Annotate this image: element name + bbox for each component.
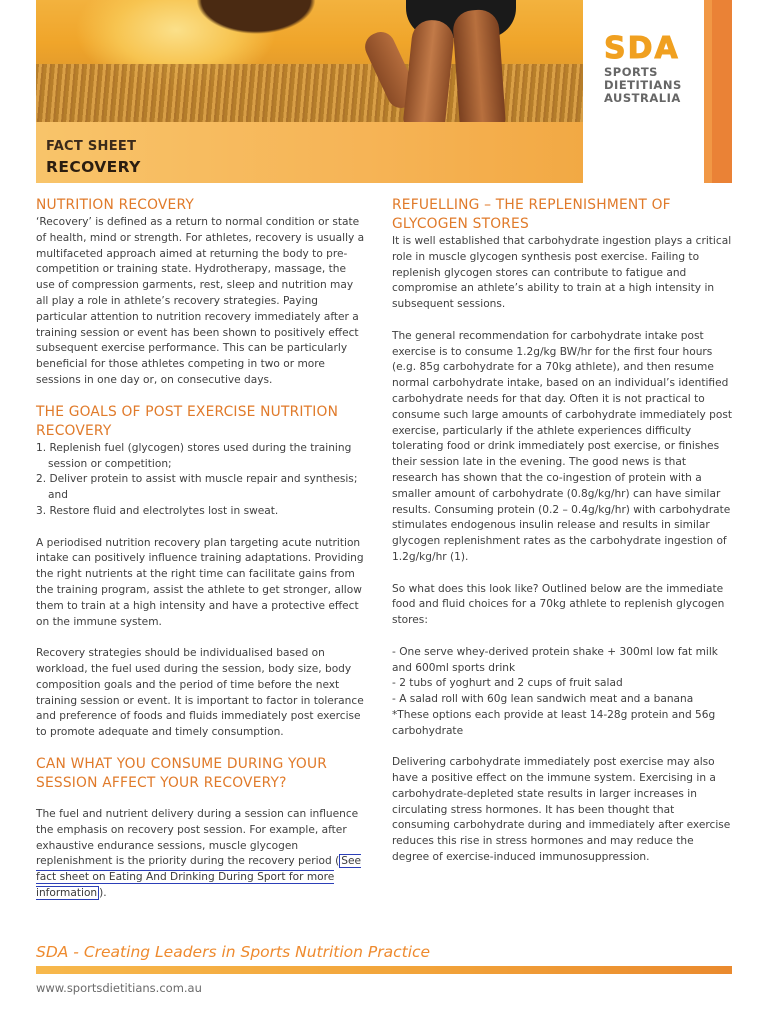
orange-side-bar bbox=[704, 0, 732, 183]
paragraph-carbohydrate-ingestion: It is well established that carbohydrate ingestion plays a critical role in muscle glycogen synthesis post exercise. Failing to replenish glycogen stores can contribute to fatigue and compromise an athlete’s ability to train at a high intensity in subsequent sessions. bbox=[392, 235, 732, 311]
footer-rule bbox=[36, 966, 732, 974]
fact-sheet-label: FACT SHEET bbox=[46, 139, 137, 154]
paragraph-periodised-plan: A periodised nutrition recovery plan targeting acute nutrition intake can positively influence training adaptations. Providing the right nutrients at the right time can facilitate gains from the training program, assist the athlete to get stronger, allow them to train at a high intensity and have a protective effect on the immune system. bbox=[36, 536, 364, 628]
heading-nutrition-recovery: NUTRITION RECOVERY bbox=[36, 197, 195, 213]
heading-goals: THE GOALS OF POST EXERCISE NUTRITION RECOVERY bbox=[36, 403, 339, 439]
paragraph-immune-system: Delivering carbohydrate immediately post exercise may also have a positive effect on the immune system. Exercising in a carbohydrate-depleted state results in larger increases in circulating stress hormones. It has been thought that consuming carbohydrate during and immediately after exercise reduces this rise in stress hormones and may reduce the degree of exercise-induced immunosuppression. bbox=[392, 756, 731, 864]
paragraph-session-fuel bbox=[36, 807, 368, 902]
athlete-hair bbox=[186, 0, 326, 40]
right-column bbox=[392, 196, 732, 866]
food-option: - 2 tubs of yoghurt and 2 cups of fruit salad bbox=[392, 677, 623, 690]
footer-website-link[interactable]: www.sportsdietitians.com.au bbox=[36, 981, 202, 995]
food-option: - One serve whey-derived protein shake + 300ml low fat milk and 600ml sports drink bbox=[392, 645, 718, 674]
logo-text-sports: SPORTS bbox=[604, 65, 658, 79]
goal-item: 1. Replenish fuel (glycogen) stores used during the training session or competition; bbox=[36, 441, 352, 470]
left-column bbox=[36, 196, 368, 902]
paragraph-recovery-definition: ‘Recovery’ is defined as a return to normal condition or state of health, mind or strength. For athletes, recovery is usually a multifaceted approach aimed at returning the body to pre-competition or training state. Hydrotherapy, massage, the use of compression garments, rest, sleep and nutrition may all play a role in athlete’s recovery strategies. Paying particular attention to nutrition recovery immediately after a training session or event has been shown to positively effect subsequent exercise performance. This can be particularly beneficial for those athletes competing in two or more sessions in one day or, on consecutive days. bbox=[36, 216, 365, 386]
heading-during-session: CAN WHAT YOU CONSUME DURING YOUR SESSION AFFECT YOUR RECOVERY? bbox=[36, 755, 328, 791]
session-fuel-text: The fuel and nutrient delivery during a session can influence the emphasis on recovery post session. For example, after exhaustive endurance sessions, muscle glycogen replenishment is the priority during the recovery period ( bbox=[36, 807, 359, 868]
options-footnote: *These options each provide at least 14-28g protein and 56g carbohydrate bbox=[392, 708, 716, 737]
food-option: - A salad roll with 60g lean sandwich meat and a banana bbox=[392, 693, 694, 706]
fact-sheet-link[interactable]: See fact sheet on Eating And Drinking During Sport for more information bbox=[36, 855, 362, 899]
heading-refuelling: REFUELLING – THE REPLENISHMENT OF GLYCOGEN STORES bbox=[392, 197, 671, 232]
goal-item: 3. Restore fluid and electrolytes lost in sweat. bbox=[36, 504, 279, 517]
athlete-leg-right bbox=[452, 9, 506, 122]
session-fuel-text-end: ). bbox=[99, 886, 107, 899]
footer-tagline: SDA - Creating Leaders in Sports Nutrition Practice bbox=[36, 943, 431, 961]
paragraph-general-recommendation: The general recommendation for carbohydrate intake post exercise is to consume 1.2g/kg BW/hr for the first four hours (e.g. 85g carbohydrate for a 70kg athlete), and then resume normal carbohydrate intake, based on an individual’s identified carbohydrate needs for that day. Often it is not practical to consume such large amounts of carbohydrate immediately post exercise, particularly if the athlete experiences difficulty tolerating food or drink immediately post exercise, or finishes their session late in the evening. The good news is that research has shown that the co-ingestion of protein with a smaller amount of carbohydrate (0.8g/kg/hr) can have similar results. Consuming protein (0.2 – 0.4g/kg/hr) with carbohydrate stimulates endogenous insulin release and results in similar glycogen replenishment rates as the carbohydrate ingestion of 1.2g/kg/hr (1). bbox=[392, 329, 733, 563]
logo-text-australia: AUSTRALIA bbox=[604, 91, 681, 105]
hero-photo bbox=[36, 0, 583, 122]
goal-item: 2. Deliver protein to assist with muscle repair and synthesis; and bbox=[36, 473, 358, 502]
logo-text-dietitians: DIETITIANS bbox=[604, 78, 682, 92]
paragraph-what-does-this-look-like: So what does this look like? Outlined below are the immediate food and fluid choices for a 70kg athlete to replenish glycogen stores: bbox=[392, 582, 725, 627]
sda-logo-mark: SDA bbox=[604, 31, 680, 66]
page-title: RECOVERY bbox=[46, 158, 141, 176]
paragraph-individualised-strategies: Recovery strategies should be individualised based on workload, the fuel used during the session, body size, body composition goals and the period of time before the next training session or event. It is important to factor in tolerance and preference of foods and fluids immediately post exercise to promote adequate and timely consumption. bbox=[36, 647, 364, 739]
goals-list bbox=[36, 441, 368, 520]
